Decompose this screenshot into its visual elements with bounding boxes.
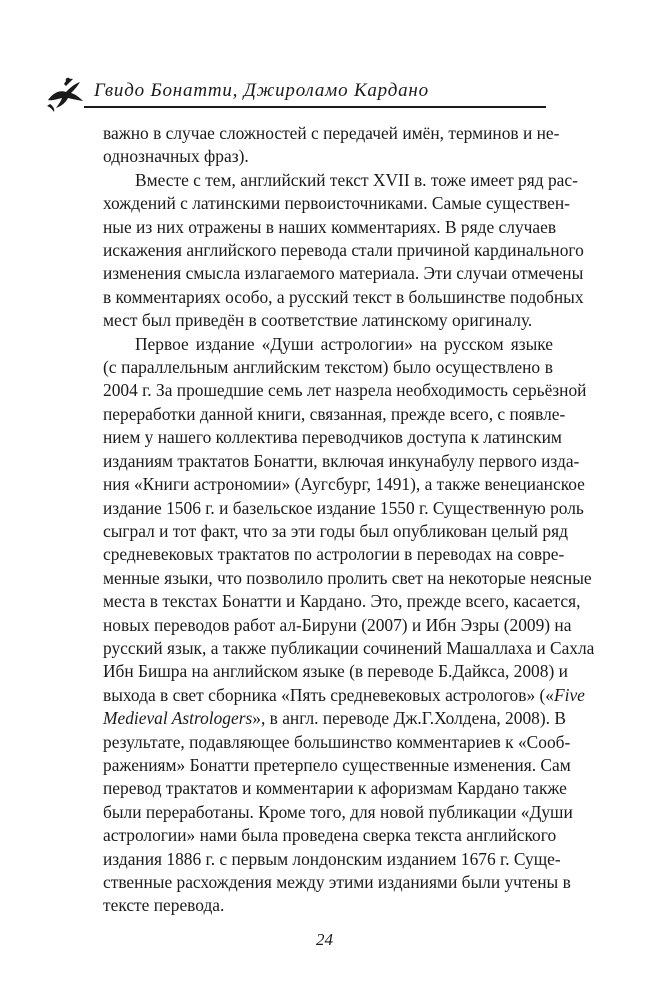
- text-line: [103, 660, 568, 683]
- text-segment: однозначных фраз).: [103, 146, 249, 167]
- text-segment: важно в случае сложностей с передачей имён, терминов и не-: [103, 123, 560, 143]
- page-number: 24: [316, 930, 333, 949]
- text-segment: были переработаны. Кроме того, для новой публикации «Души: [103, 801, 573, 822]
- text-line: [103, 356, 553, 379]
- text-segment: средневековых трактатов по астрологии в переводах на совре-: [103, 544, 565, 565]
- running-title: Гвидо Бонатти, Джироламо Кардано: [94, 80, 429, 101]
- text-segment: переработки данной книги, связанная, прежде всего, с появле-: [103, 403, 566, 424]
- text-line: [103, 145, 553, 168]
- text-line: [103, 731, 571, 754]
- text-line: [103, 309, 553, 332]
- text-line: [103, 801, 573, 824]
- text-line: [103, 777, 567, 800]
- text-line: [103, 216, 557, 239]
- text-line: [103, 192, 570, 215]
- text-line: [103, 824, 557, 847]
- body-text: [103, 122, 595, 918]
- text-segment: сыграл и тот факт, что за эти годы был опубликован целый ряд: [103, 520, 568, 541]
- winged-figure-icon: [44, 70, 88, 114]
- text-segment: ражениям» Бонатти претерпело существенные изменения. Сам: [103, 754, 571, 775]
- text-segment: Вместе с тем, английский текст XVII в. тоже имеет ряд рас-: [135, 169, 578, 190]
- text-segment: издания 1886 г. с первым лондонским изданием 1676 г. Суще-: [103, 848, 561, 869]
- text-segment: русский язык, а также публикации сочинений Машаллаха и Сахла: [103, 637, 595, 658]
- text-segment: нием у нашего коллектива переводчиков доступа к латинским: [103, 427, 562, 448]
- text-segment: результате, подавляющее большинство комментариев к «Сооб-: [103, 731, 571, 752]
- paragraph: [103, 333, 595, 918]
- text-line: [103, 122, 560, 145]
- text-line: [103, 286, 584, 309]
- text-line: [103, 473, 585, 496]
- text-segment: Первое издание «Души астрологии» на русском языке: [135, 333, 553, 354]
- text-segment: ния «Книги астрономии» (Аугсбург, 1491), а также венецианское: [103, 474, 585, 495]
- text-line: [103, 497, 584, 520]
- text-line: [103, 894, 553, 917]
- text-segment: тексте перевода.: [103, 895, 225, 916]
- text-line: [103, 262, 584, 285]
- italic-text: Five: [553, 684, 585, 705]
- text-segment: (с параллельным английским текстом) было осуществлено в: [103, 357, 553, 378]
- text-line: [103, 239, 584, 262]
- text-line: [103, 684, 585, 707]
- text-line: [103, 614, 572, 637]
- text-segment: издание 1506 г. и базельское издание 1550 г. Существенную роль: [103, 497, 584, 518]
- text-segment: ные из них отражены в наших комментариях. В ряде случаев: [103, 216, 557, 237]
- text-segment: места в текстах Бонатти и Кардано. Это, прежде всего, касается,: [103, 591, 581, 612]
- text-segment: искажения английского перевода стали причиной кардинального: [103, 240, 584, 261]
- text-segment: 2004 г. За прошедшие семь лет назрела необходимость серьёзной: [103, 380, 587, 401]
- header-rule: [84, 106, 546, 108]
- text-line: [103, 333, 553, 356]
- text-line: [103, 871, 571, 894]
- text-segment: », в англ. переводе Дж.Г.Холдена, 2008). В: [252, 708, 566, 729]
- text-segment: изменения смысла излагаемого материала. Эти случаи отмечены: [103, 263, 584, 284]
- text-segment: перевод трактатов и комментарии к афоризмам Кардано также: [103, 778, 567, 799]
- text-line: [103, 707, 566, 730]
- text-line: [103, 543, 565, 566]
- text-line: [103, 520, 568, 543]
- text-line: [103, 567, 592, 590]
- text-segment: хождений с латинскими первоисточниками. Самые существен-: [103, 193, 570, 214]
- text-line: [103, 590, 581, 613]
- text-line: [103, 426, 562, 449]
- text-segment: новых переводов работ ал-Бируни (2007) и Ибн Эзры (2009) на: [103, 614, 572, 635]
- text-segment: Ибн Бишра на английском языке (в переводе Б.Дайкса, 2008) и: [103, 661, 568, 682]
- running-header: [44, 70, 546, 114]
- text-segment: изданиям трактатов Бонатти, включая инкунабулу первого изда-: [103, 450, 580, 471]
- paragraph: [103, 122, 560, 169]
- text-segment: в комментариях особо, а русский текст в большинстве подобных: [103, 286, 584, 307]
- text-line: [103, 379, 587, 402]
- text-segment: менные языки, что позволило пролить свет на некоторые неясные: [103, 567, 592, 588]
- text-line: [103, 848, 561, 871]
- text-line: [103, 169, 578, 192]
- italic-text: Medieval Astrologers: [103, 708, 253, 729]
- text-line: [103, 754, 571, 777]
- text-line: [103, 637, 595, 660]
- text-segment: выхода в свет сборника «Пять средневековых астрологов» («: [103, 684, 554, 705]
- text-line: [103, 403, 566, 426]
- paragraph: [103, 169, 584, 333]
- text-segment: мест был приведён в соответствие латинскому оригиналу.: [103, 310, 533, 331]
- text-segment: ственные расхождения между этими изданиями были учтены в: [103, 872, 571, 892]
- text-line: [103, 450, 580, 473]
- text-segment: астрологии» нами была проведена сверка текста английского: [103, 825, 557, 846]
